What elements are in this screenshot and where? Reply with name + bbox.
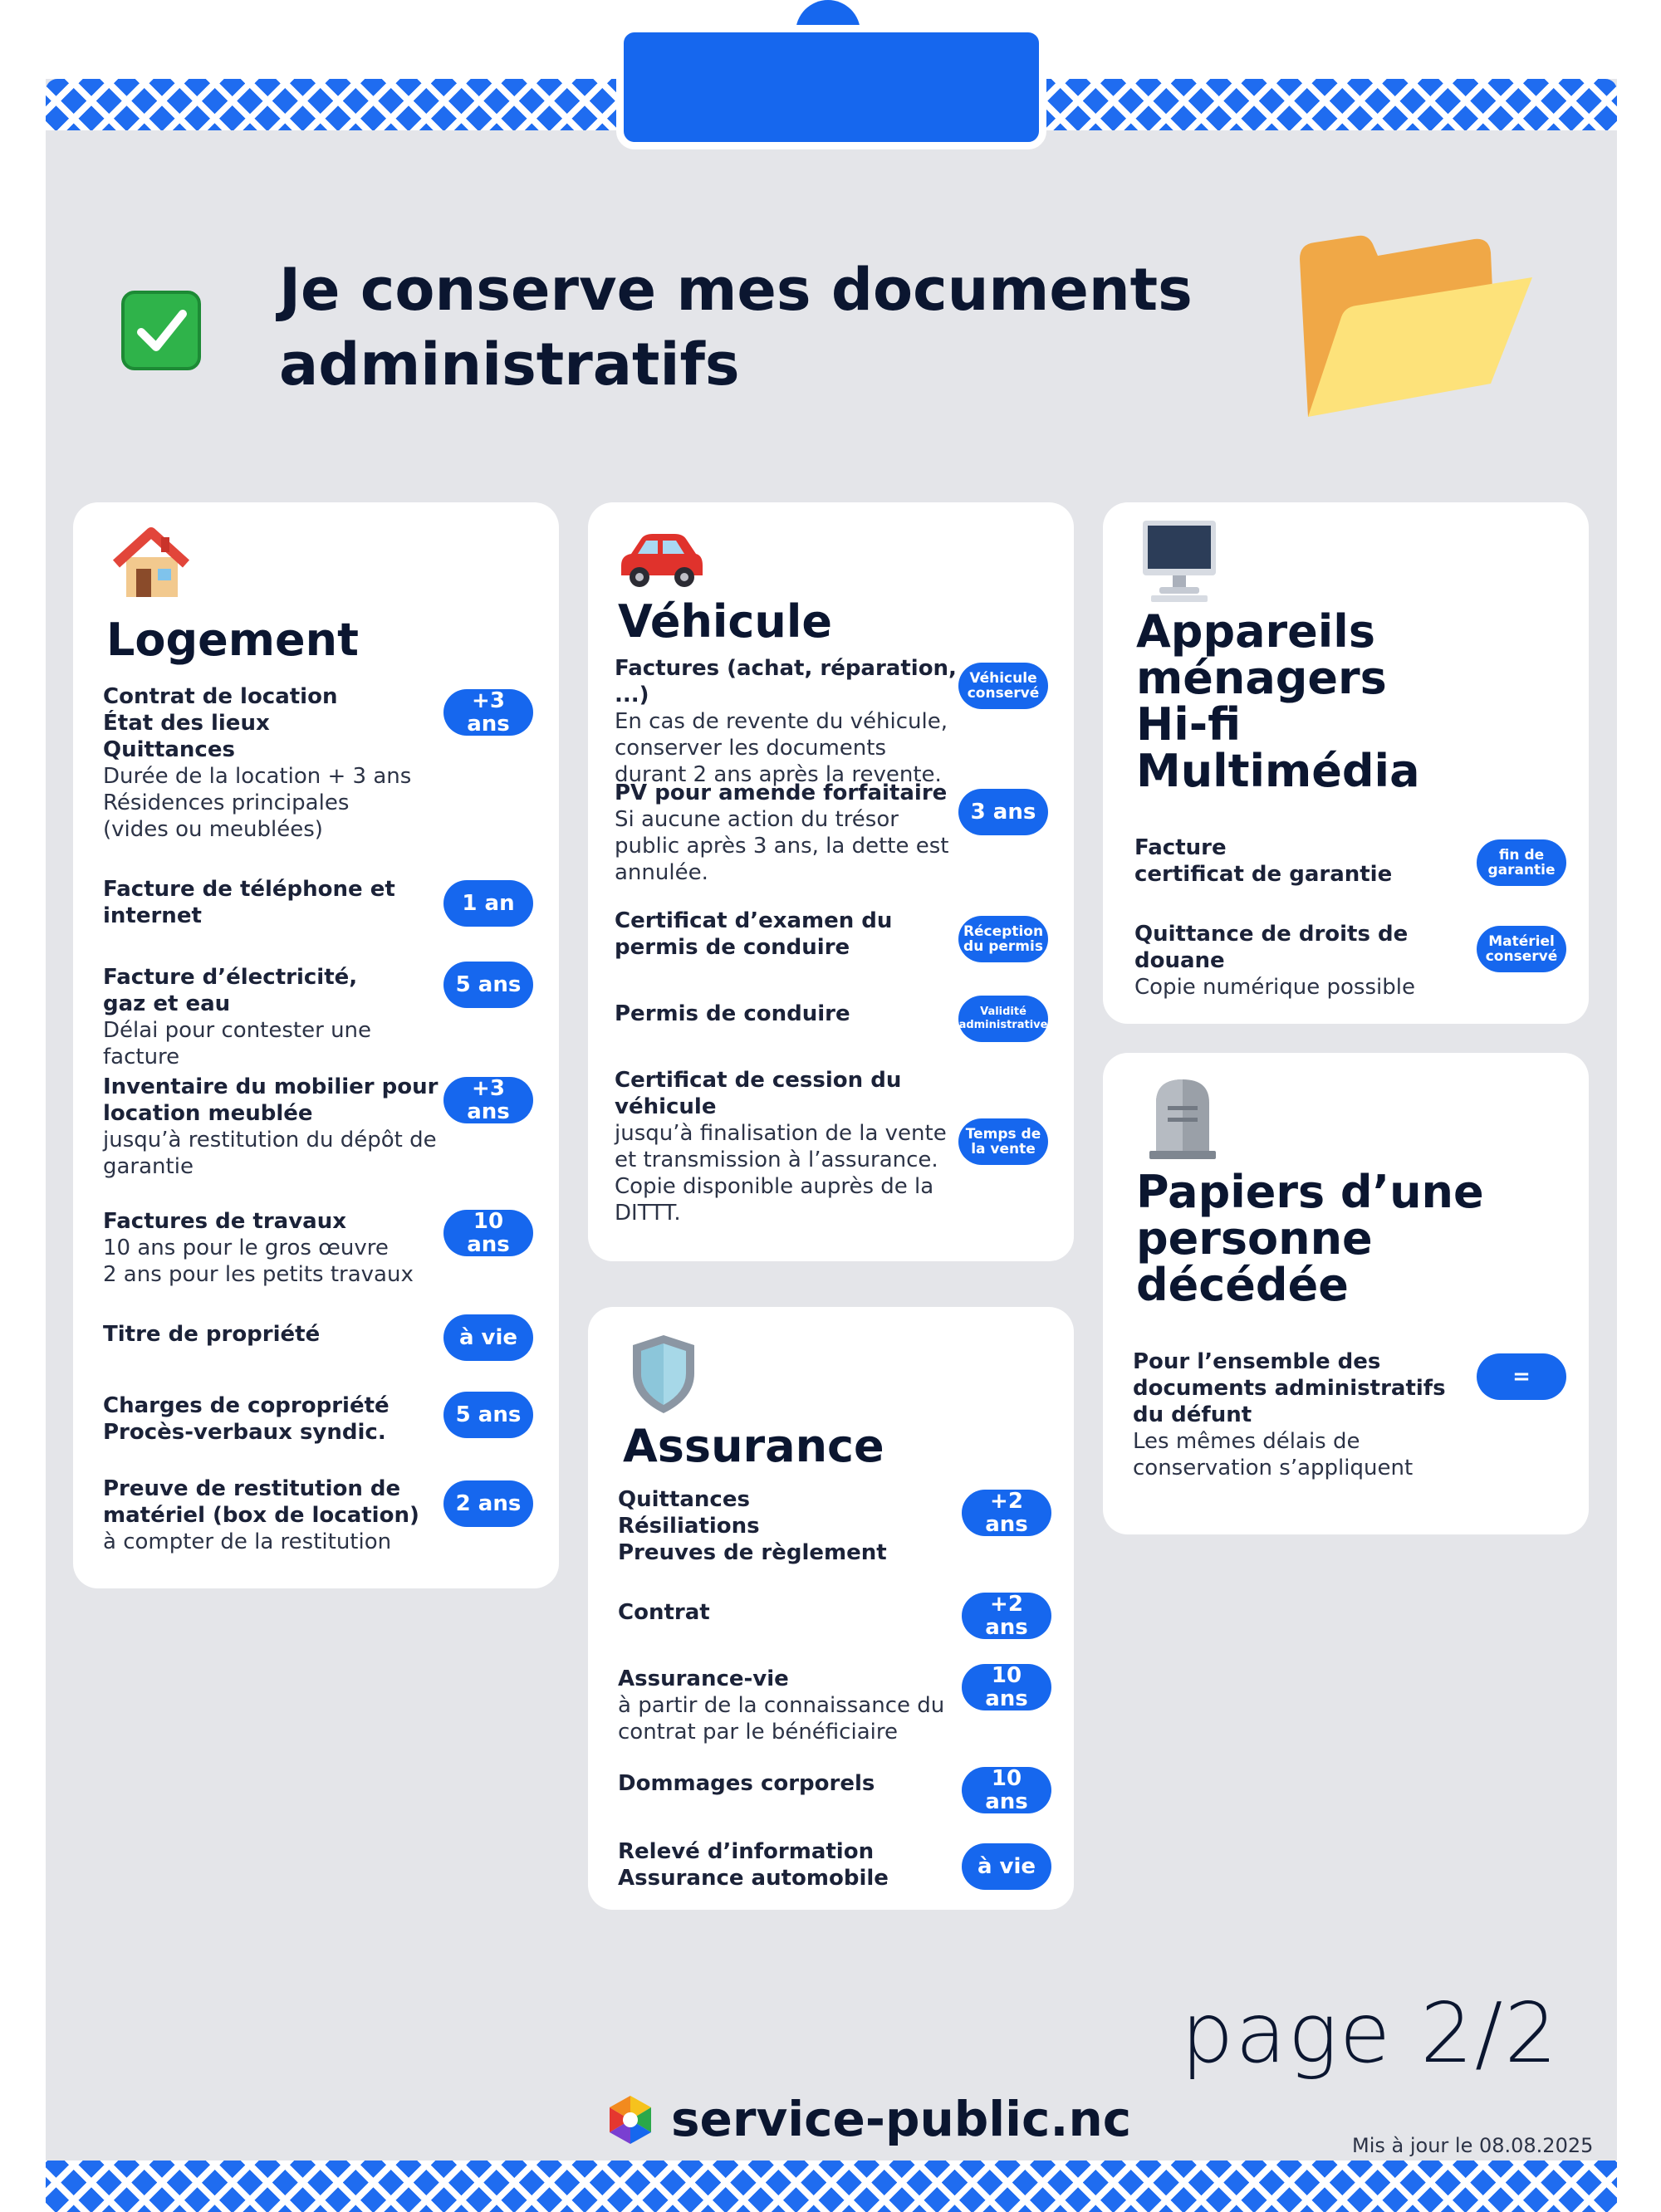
duration-badge: fin de garantie — [1477, 839, 1566, 886]
duration-badge: Réception du permis — [958, 916, 1048, 962]
row-title: Pour l’ensemble des documents administratifs du défunt — [1133, 1349, 1446, 1427]
duration-badge: 2 ans — [443, 1480, 533, 1527]
row-description: à compter de la restitution — [103, 1529, 392, 1554]
card-logement — [73, 502, 559, 1588]
assurance-row — [618, 1770, 967, 1797]
logement-row — [103, 683, 452, 843]
row-title: Factures de travaux — [103, 1209, 346, 1234]
card-deces — [1103, 1053, 1589, 1534]
row-description: Délai pour contester une facture — [103, 1018, 372, 1069]
row-title: Dommages corporels — [618, 1771, 875, 1796]
card-assurance — [588, 1307, 1074, 1910]
vehicule-row — [615, 780, 963, 886]
row-title: Facture certificat de garantie — [1134, 835, 1393, 887]
shield-icon — [628, 1332, 699, 1417]
car-icon — [616, 531, 706, 589]
row-title: Charges de copropriété Procès-verbaux syndic. — [103, 1393, 390, 1445]
row-description: Durée de la location + 3 ans Résidences principales (vides ou meublées) — [103, 764, 412, 842]
row-title: Relevé d’information Assurance automobile — [618, 1839, 889, 1891]
logement-row — [103, 876, 452, 929]
logement-row — [103, 1475, 452, 1555]
duration-badge: +2 ans — [962, 1490, 1051, 1536]
duration-badge: 5 ans — [443, 1392, 533, 1438]
duration-badge: 1 an — [443, 880, 533, 927]
row-title: Certificat d’examen du permis de conduire — [615, 908, 893, 960]
open-folder-icon — [1291, 226, 1541, 425]
updated-date: Mis à jour le 08.08.2025 — [1352, 2134, 1594, 2157]
logement-row — [103, 1074, 452, 1180]
row-title: Quittance de droits de douane — [1134, 922, 1409, 973]
row-description: Si aucune action du trésor public après 3 ans, la dette est annulée. — [615, 807, 949, 885]
row-description: 10 ans pour le gros œuvre 2 ans pour les petits travaux — [103, 1236, 414, 1287]
duration-badge: 3 ans — [958, 789, 1048, 835]
clipboard-clip — [616, 25, 1046, 149]
duration-badge: +2 ans — [962, 1593, 1051, 1639]
duration-badge: +3 ans — [443, 689, 533, 736]
assurance-row — [618, 1838, 967, 1891]
page-number: page 2/2 — [1181, 1984, 1560, 2082]
duration-badge: 10 ans — [962, 1664, 1051, 1710]
row-description: à partir de la connaissance du contrat par le bénéficiaire — [618, 1693, 945, 1745]
row-title: Certificat de cession du véhicule — [615, 1068, 902, 1119]
service-public-logo-icon — [605, 2094, 656, 2146]
row-title: Contrat — [618, 1600, 710, 1625]
duration-badge: 5 ans — [443, 962, 533, 1008]
duration-badge: Validité administrative — [958, 996, 1048, 1042]
vehicule-row — [615, 1001, 963, 1027]
deces-row — [1133, 1348, 1482, 1481]
duration-badge: 10 ans — [962, 1767, 1051, 1813]
logement-row — [103, 964, 452, 1070]
card-appareils — [1103, 502, 1589, 1024]
page-title: Je conserve mes documents administratifs — [279, 256, 1193, 399]
card-title-assurance: Assurance — [623, 1420, 884, 1472]
vehicule-row — [615, 655, 963, 788]
duration-badge: Véhicule conservé — [958, 663, 1048, 709]
house-icon — [111, 526, 191, 600]
card-vehicule — [588, 502, 1074, 1261]
duration-badge: à vie — [443, 1314, 533, 1361]
row-title: Quittances Résiliations Preuves de règlement — [618, 1487, 887, 1565]
row-title: Facture d’électricité, gaz et eau — [103, 965, 358, 1016]
row-title: PV pour amende forfaitaire — [615, 781, 948, 805]
card-title-logement: Logement — [106, 614, 359, 666]
vehicule-row — [615, 908, 963, 961]
logement-row — [103, 1208, 452, 1288]
duration-badge: = — [1477, 1353, 1566, 1400]
logement-row — [103, 1392, 452, 1446]
duration-badge: à vie — [962, 1843, 1051, 1890]
row-title: Inventaire du mobilier pour location meublée — [103, 1074, 439, 1126]
row-description: Copie numérique possible — [1134, 975, 1415, 1000]
site-link[interactable]: service-public.nc — [671, 2091, 1132, 2147]
row-title: Facture de téléphone et internet — [103, 877, 395, 928]
assurance-row — [618, 1486, 967, 1566]
duration-badge: Matériel conservé — [1477, 926, 1566, 972]
assurance-row — [618, 1666, 967, 1745]
row-title: Factures (achat, réparation, ...) — [615, 656, 957, 707]
logement-row — [103, 1321, 452, 1348]
desktop-computer-icon — [1139, 517, 1219, 604]
headstone-icon — [1148, 1073, 1218, 1159]
assurance-row — [618, 1599, 967, 1626]
duration-badge: 10 ans — [443, 1210, 533, 1256]
duration-badge: +3 ans — [443, 1077, 533, 1123]
row-title: Titre de propriété — [103, 1322, 321, 1347]
card-title-vehicule: Véhicule — [618, 595, 833, 648]
row-description: jusqu’à finalisation de la vente et transmission à l’assurance. Copie disponible auprès de la DITTT. — [615, 1121, 947, 1226]
check-mark-button-icon — [121, 291, 201, 370]
row-description: jusqu’à restitution du dépôt de garantie — [103, 1128, 437, 1179]
card-title-appareils: Appareils ménagers Hi-fi Multimédia — [1136, 605, 1420, 797]
row-title: Contrat de location État des lieux Quittances — [103, 684, 338, 762]
appareils-row — [1134, 834, 1483, 888]
row-title: Preuve de restitution de matériel (box de location) — [103, 1476, 419, 1528]
duration-badge: Temps de la vente — [958, 1118, 1048, 1165]
card-title-deces: Papiers d’une personne décédée — [1136, 1166, 1484, 1311]
appareils-row — [1134, 921, 1483, 1001]
row-description: Les mêmes délais de conservation s’appliquent — [1133, 1429, 1414, 1480]
row-description: En cas de revente du véhicule, conserver les documents durant 2 ans après la revente. — [615, 709, 948, 787]
bottom-pattern-band — [46, 2161, 1617, 2212]
vehicule-row — [615, 1067, 963, 1226]
row-title: Permis de conduire — [615, 1001, 850, 1026]
row-title: Assurance-vie — [618, 1666, 789, 1691]
